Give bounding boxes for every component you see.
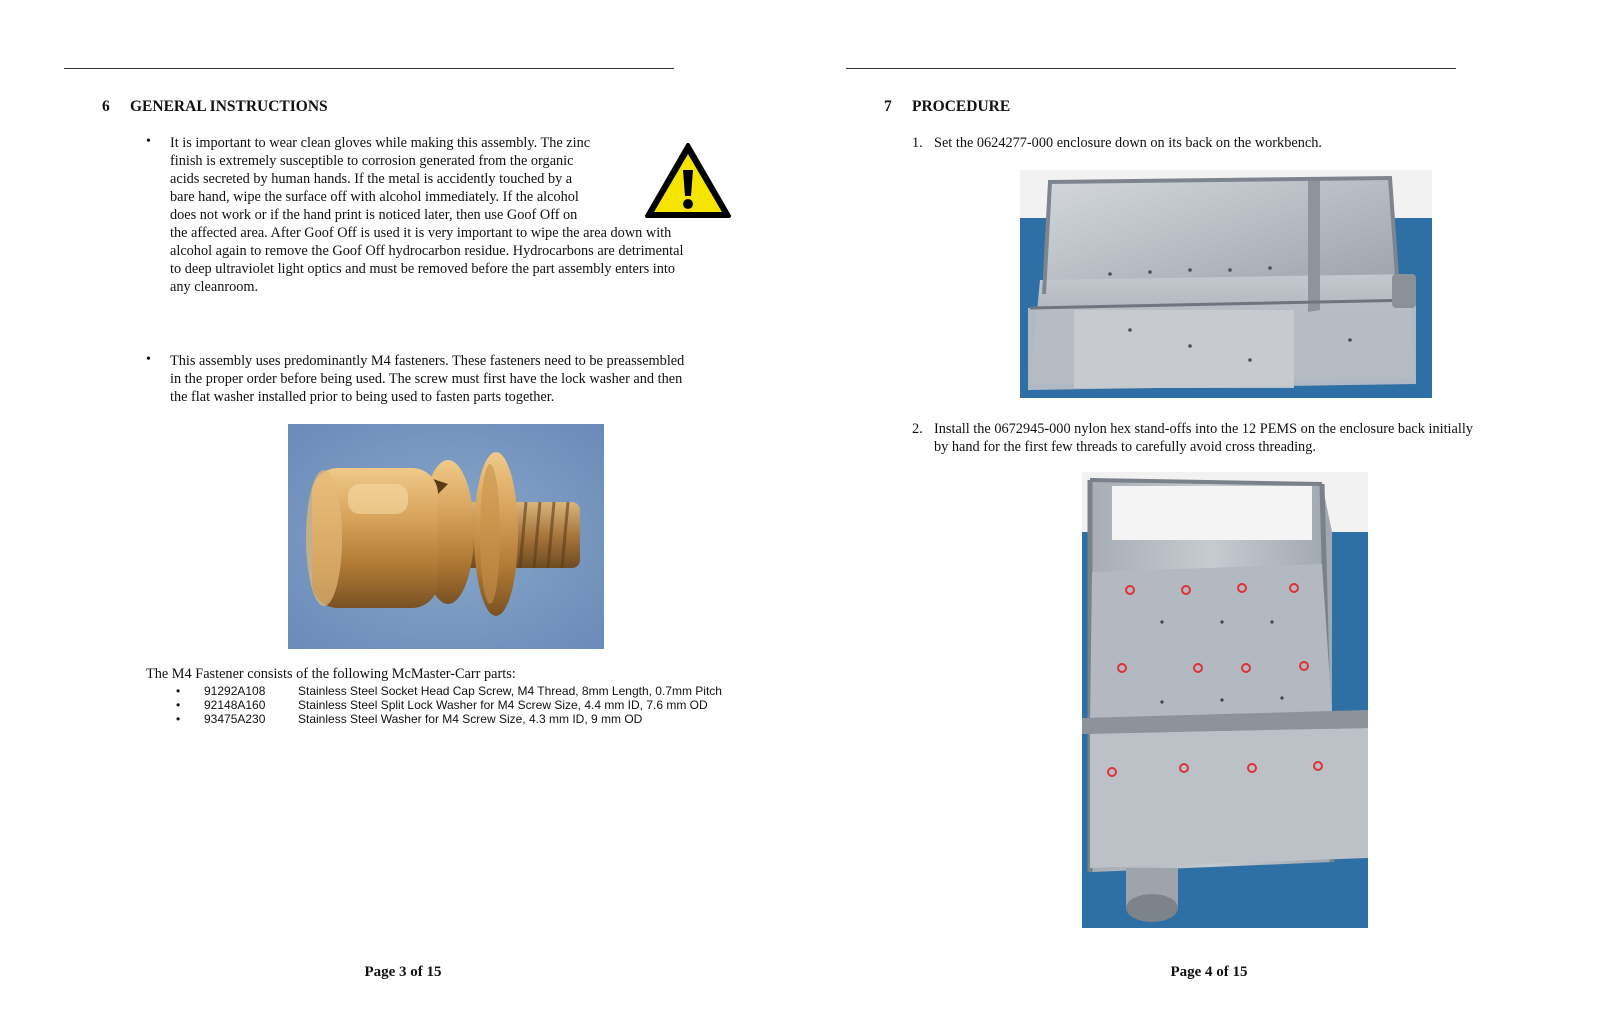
bullet-marker: • xyxy=(146,352,151,367)
step-number: 1. xyxy=(912,135,923,151)
parts-list-title: The M4 Fastener consists of the following McMaster-Carr parts: xyxy=(146,666,516,682)
text-line: This assembly uses predominantly M4 fasteners. These fasteners need to be preassembled xyxy=(170,353,685,369)
warning-triangle-icon xyxy=(644,142,732,220)
text-line: any cleanroom. xyxy=(170,279,259,295)
section-number: 6 xyxy=(102,98,110,115)
list-item xyxy=(176,712,776,726)
header-rule xyxy=(64,68,674,69)
part-number: 91292A108 xyxy=(204,684,266,698)
text-line: bare hand, wipe the surface off with alcohol immediately. If the alcohol xyxy=(170,189,579,205)
bullet-marker: • xyxy=(146,134,151,149)
bullet-marker: • xyxy=(176,712,181,726)
text-line: acids secreted by human hands. If the metal is accidently touched by a xyxy=(170,171,573,187)
text-line: finish is extremely susceptible to corrosion generated from the organic xyxy=(170,153,574,169)
section-title: PROCEDURE xyxy=(912,98,1011,115)
text-line: the affected area. After Goof Off is used it is very important to wipe the area down with xyxy=(170,225,672,241)
text-line: in the proper order before being used. The screw must first have the lock washer and then xyxy=(170,371,683,387)
step-text: Install the 0672945-000 nylon hex stand-offs into the 12 PEMS on the enclosure back initially xyxy=(934,421,1473,437)
bullet-marker: • xyxy=(176,698,181,712)
part-number: 93475A230 xyxy=(204,712,266,726)
text-line: does not work or if the hand print is noticed later, then use Goof Off on xyxy=(170,207,578,223)
list-item xyxy=(176,684,776,698)
part-number: 92148A160 xyxy=(204,698,266,712)
section-number: 7 xyxy=(884,98,892,115)
section-heading xyxy=(102,98,328,116)
enclosure-photo-2 xyxy=(1082,472,1368,928)
text-line: alcohol again to remove the Goof Off hydrocarbon residue. Hydrocarbons are detrimental xyxy=(170,243,684,259)
text-line: It is important to wear clean gloves while making this assembly. The zinc xyxy=(170,135,591,151)
text-line: the flat washer installed prior to being used to fasten parts together. xyxy=(170,389,555,405)
step-text: Set the 0624277-000 enclosure down on its back on the workbench. xyxy=(934,135,1322,151)
part-description: Stainless Steel Socket Head Cap Screw, M4 Thread, 8mm Length, 0.7mm Pitch xyxy=(298,684,722,698)
page-footer: Page 4 of 15 xyxy=(1170,964,1248,980)
section-heading xyxy=(884,98,1010,116)
fastener-instructions xyxy=(170,352,770,406)
part-description: Stainless Steel Washer for M4 Screw Size, 4.3 mm ID, 9 mm OD xyxy=(298,712,643,726)
parts-list xyxy=(176,684,776,726)
part-description: Stainless Steel Split Lock Washer for M4 Screw Size, 4.4 mm ID, 7.6 mm OD xyxy=(298,698,708,712)
bullet-marker: • xyxy=(176,684,181,698)
page-footer: Page 3 of 15 xyxy=(364,964,442,980)
page-4 xyxy=(806,0,1612,1024)
enclosure-photo-1 xyxy=(1020,170,1432,398)
list-item xyxy=(176,698,776,712)
m4-fastener-photo xyxy=(288,424,604,649)
section-title: GENERAL INSTRUCTIONS xyxy=(130,98,328,115)
step-text: by hand for the first few threads to carefully avoid cross threading. xyxy=(934,439,1316,455)
header-rule xyxy=(846,68,1456,69)
step-number: 2. xyxy=(912,421,923,437)
text-line: to deep ultraviolet light optics and must be removed before the part assembly enters into xyxy=(170,261,676,277)
